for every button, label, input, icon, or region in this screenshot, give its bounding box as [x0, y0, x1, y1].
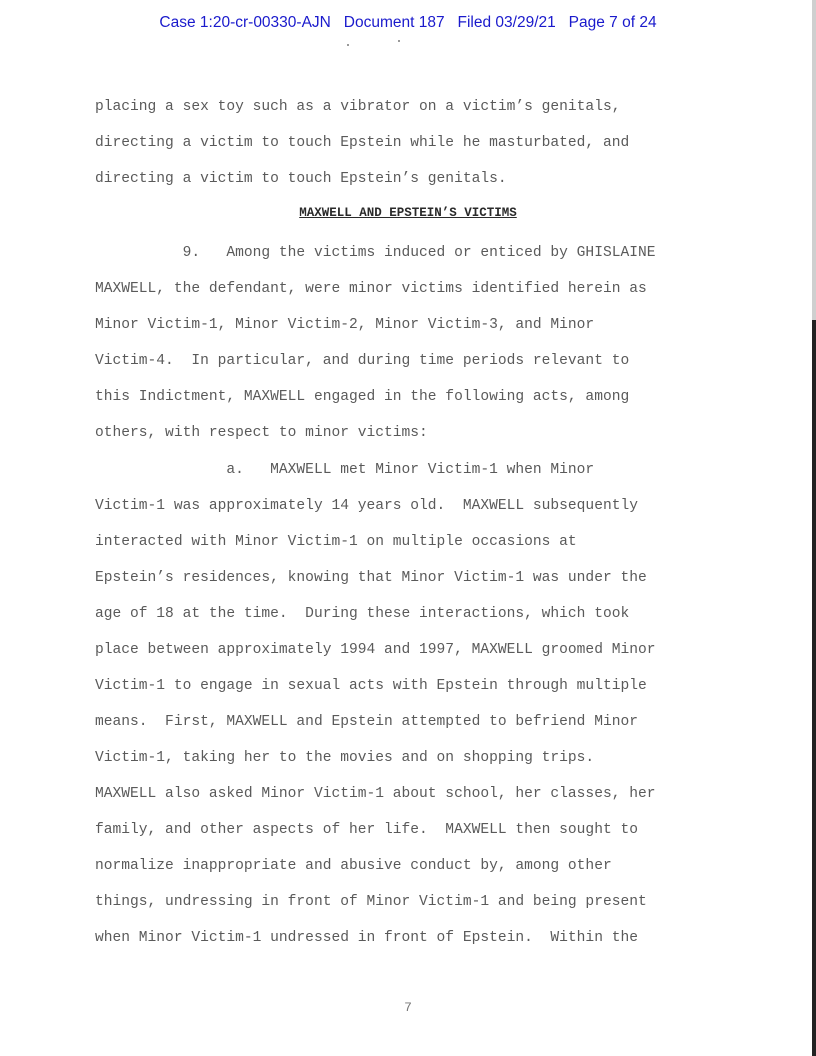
- body-line: things, undressing in front of Minor Victim-1 and being present: [95, 894, 647, 910]
- body-line: MAXWELL also asked Minor Victim-1 about school, her classes, her: [95, 786, 656, 802]
- body-line: Victim-1 was approximately 14 years old. MAXWELL subsequently: [95, 498, 638, 514]
- subparagraph-a-line: a. MAXWELL met Minor Victim-1 when Minor: [95, 462, 595, 478]
- body-line: this Indictment, MAXWELL engaged in the following acts, among: [95, 389, 630, 405]
- body-line: Victim-1 to engage in sexual acts with Epstein through multiple: [95, 678, 647, 694]
- body-line: MAXWELL, the defendant, were minor victims identified herein as: [95, 281, 647, 297]
- body-line: Victim-1, taking her to the movies and on shopping trips.: [95, 750, 595, 766]
- body-line: normalize inappropriate and abusive conduct by, among other: [95, 858, 612, 874]
- case-header: Case 1:20-cr-00330-AJN Document 187 Filed 03/29/21 Page 7 of 24: [159, 14, 657, 31]
- body-line: Minor Victim-1, Minor Victim-2, Minor Victim-3, and Minor: [95, 317, 595, 333]
- body-line: Victim-4. In particular, and during time periods relevant to: [95, 353, 630, 369]
- page-number: 7: [404, 1000, 412, 1015]
- body-line: means. First, MAXWELL and Epstein attempted to befriend Minor: [95, 714, 638, 730]
- scan-speck: [398, 40, 400, 42]
- scan-edge-light: [812, 0, 816, 320]
- body-line: Epstein’s residences, knowing that Minor Victim-1 was under the: [95, 570, 647, 586]
- scan-speck: [347, 44, 349, 46]
- body-line: interacted with Minor Victim-1 on multiple occasions at: [95, 534, 577, 550]
- section-heading: MAXWELL AND EPSTEIN’S VICTIMS: [299, 206, 517, 220]
- body-line: when Minor Victim-1 undressed in front of Epstein. Within the: [95, 930, 638, 946]
- body-line: directing a victim to touch Epstein while he masturbated, and: [95, 135, 630, 151]
- body-line: place between approximately 1994 and 1997, MAXWELL groomed Minor: [95, 642, 656, 658]
- body-line: placing a sex toy such as a vibrator on a victim’s genitals,: [95, 99, 621, 115]
- paragraph-9-line: 9. Among the victims induced or enticed by GHISLAINE: [95, 245, 656, 261]
- body-line: directing a victim to touch Epstein’s genitals.: [95, 171, 507, 187]
- body-line: age of 18 at the time. During these interactions, which took: [95, 606, 630, 622]
- body-line: family, and other aspects of her life. MAXWELL then sought to: [95, 822, 638, 838]
- body-line: others, with respect to minor victims:: [95, 425, 428, 441]
